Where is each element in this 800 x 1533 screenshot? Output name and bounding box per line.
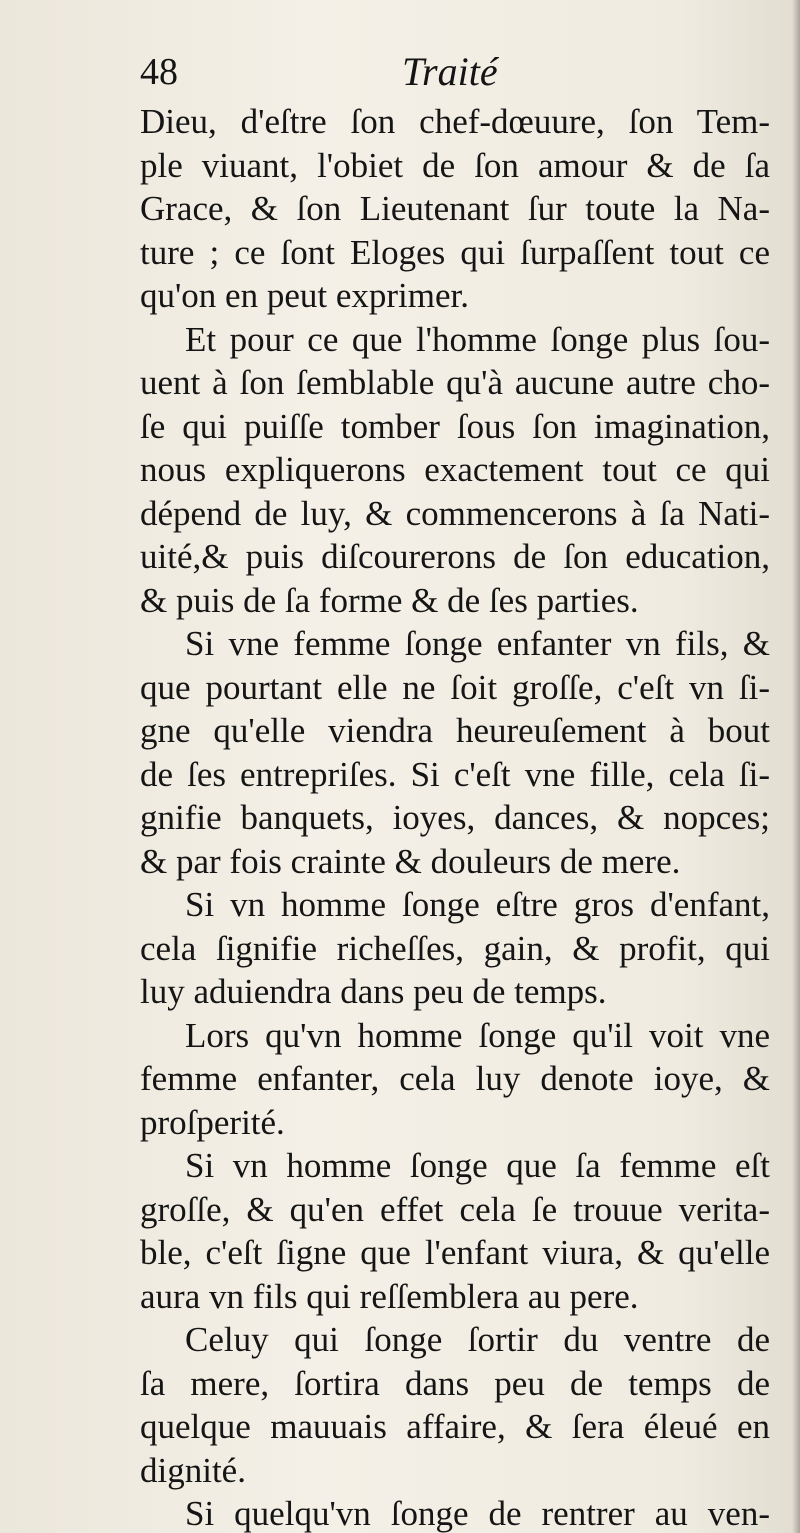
text-line: & puis de ſa forme & de ſes parties. bbox=[140, 580, 639, 620]
text-line: dignité. bbox=[140, 1450, 246, 1490]
page-number: 48 bbox=[140, 51, 178, 93]
text-line: Si vne femme ſonge enfanter vn fils, & bbox=[185, 624, 770, 663]
text-line: luy aduiendra dans peu de temps. bbox=[140, 972, 607, 1011]
text-line: qu'on en peut exprimer. bbox=[140, 276, 469, 315]
text-line: groſſe, & qu'en effet cela ſe trouue verita- bbox=[140, 1189, 770, 1229]
text-line: ſa mere, ſortira dans peu de temps de bbox=[140, 1363, 770, 1403]
text-line: uité,& puis diſcourerons de ſon education, bbox=[140, 537, 770, 576]
body-text bbox=[140, 100, 770, 1533]
text-line: aura vn fils qui reſſemblera au pere. bbox=[140, 1276, 639, 1316]
text-line: proſperité. bbox=[140, 1102, 285, 1142]
text-line: Celuy qui ſonge ſortir du ventre de bbox=[185, 1320, 770, 1359]
text-line: ble, c'eſt ſigne que l'enfant viura, & qu'elle bbox=[140, 1233, 770, 1272]
page-header bbox=[140, 49, 660, 94]
text-line: Et pour ce que l'homme ſonge plus ſou- bbox=[185, 319, 770, 359]
text-line: Si vn homme ſonge que ſa femme eſt bbox=[185, 1146, 770, 1185]
text-line: dépend de luy, & commencerons à ſa Nati- bbox=[140, 493, 770, 533]
text-line: Si quelqu'vn ſonge de rentrer au ven- bbox=[185, 1494, 770, 1533]
text-line: Dieu, d'eſtre ſon chef-dœuure, ſon Tem- bbox=[140, 102, 770, 141]
text-line: ture ; ce ſont Eloges qui ſurpaſſent tout ce bbox=[140, 232, 770, 272]
text-line: & par fois crainte & douleurs de mere. bbox=[140, 841, 681, 881]
running-title: Traité bbox=[402, 49, 498, 94]
text-line: que pourtant elle ne ſoit groſſe, c'eſt vn ſi- bbox=[140, 667, 770, 707]
text-line: femme enfanter, cela luy denote ioye, & bbox=[140, 1059, 770, 1098]
text-line: Si vn homme ſonge eſtre gros d'enfant, bbox=[185, 885, 770, 924]
text-line: gne qu'elle viendra heureuſement à bout bbox=[140, 711, 770, 750]
text-line: uent à ſon ſemblable qu'à aucune autre cho- bbox=[140, 363, 770, 402]
text-line: Grace, & ſon Lieutenant ſur toute la Na- bbox=[140, 189, 770, 228]
text-line: ſe qui puiſſe tomber ſous ſon imagination, bbox=[140, 406, 770, 446]
text-line: Lors qu'vn homme ſonge qu'il voit vne bbox=[185, 1015, 770, 1055]
text-line: de ſes entrepriſes. Si c'eſt vne fille, cela ſi- bbox=[140, 754, 770, 794]
text-line: quelque mauuais affaire, & ſera éleué en bbox=[140, 1407, 770, 1446]
text-line: gnifie banquets, ioyes, dances, & nopces; bbox=[140, 798, 770, 837]
text-line: cela ſignifie richeſſes, gain, & profit, qui bbox=[140, 928, 770, 968]
text-line: nous expliquerons exactement tout ce qui bbox=[140, 450, 770, 489]
text-line: ple viuant, l'obiet de ſon amour & de ſa bbox=[140, 145, 770, 185]
